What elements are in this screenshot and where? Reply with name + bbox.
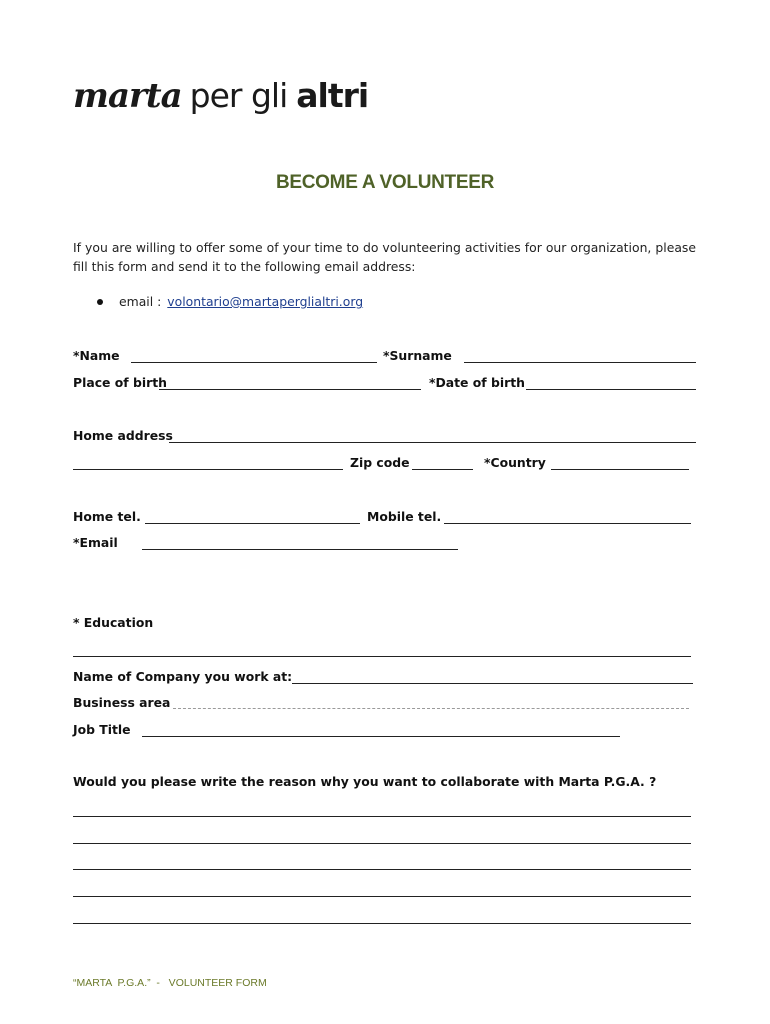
company-field[interactable] [292, 683, 693, 684]
logo-marta: marta [73, 76, 182, 116]
country-field[interactable] [551, 469, 689, 470]
mobile-tel-label: Mobile tel. [367, 509, 442, 524]
logo-altri: altri [296, 76, 369, 115]
business-area-field[interactable] [173, 708, 689, 709]
reason-question: Would you please write the reason why you want to collaborate with Marta P.G.A. ? [73, 774, 657, 789]
reason-line-4[interactable] [73, 896, 691, 897]
country-label: *Country [484, 455, 546, 470]
reason-line-2[interactable] [73, 843, 691, 844]
place-of-birth-label: Place of birth [73, 375, 167, 390]
page-title: BECOME A VOLUNTEER [275, 172, 495, 193]
name-label: *Name [73, 348, 120, 363]
surname-field[interactable] [464, 362, 696, 363]
home-tel-label: Home tel. [73, 509, 141, 524]
date-of-birth-label: *Date of birth [429, 375, 525, 390]
company-label: Name of Company you work at: [73, 669, 293, 684]
contact-bullet [97, 294, 363, 309]
bullet-icon [97, 299, 103, 305]
zip-code-label: Zip code [350, 455, 410, 470]
mobile-tel-field[interactable] [444, 523, 691, 524]
place-of-birth-field[interactable] [159, 389, 421, 390]
job-title-field[interactable] [142, 736, 620, 737]
email-field[interactable] [142, 549, 458, 550]
logo-per-gli: per gli [189, 76, 288, 115]
logo [73, 76, 368, 122]
email-label: email : [119, 294, 162, 309]
education-field[interactable] [73, 656, 691, 657]
intro-paragraph: If you are willing to offer some of your time to do volunteering activities for our organization, please fill this form and send it to the following email address: [73, 240, 696, 274]
footer-text: “MARTA P.G.A.” - VOLUNTEER FORM [73, 977, 267, 989]
name-field[interactable] [131, 362, 377, 363]
zip-code-field[interactable] [412, 469, 473, 470]
email-link[interactable]: volontario@martaperglialtri.org [167, 294, 364, 309]
reason-line-3[interactable] [73, 869, 691, 870]
job-title-label: Job Title [73, 722, 131, 737]
email-field-label: *Email [73, 535, 118, 550]
home-address-field[interactable] [169, 442, 696, 443]
date-of-birth-field[interactable] [526, 389, 696, 390]
reason-line-5[interactable] [73, 923, 691, 924]
surname-label: *Surname [383, 348, 452, 363]
home-address-line2-field[interactable] [73, 469, 343, 470]
education-label: * Education [73, 615, 154, 630]
reason-line-1[interactable] [73, 816, 691, 817]
business-area-label: Business area [73, 695, 171, 710]
home-address-label: Home address [73, 428, 173, 443]
home-tel-field[interactable] [145, 523, 360, 524]
